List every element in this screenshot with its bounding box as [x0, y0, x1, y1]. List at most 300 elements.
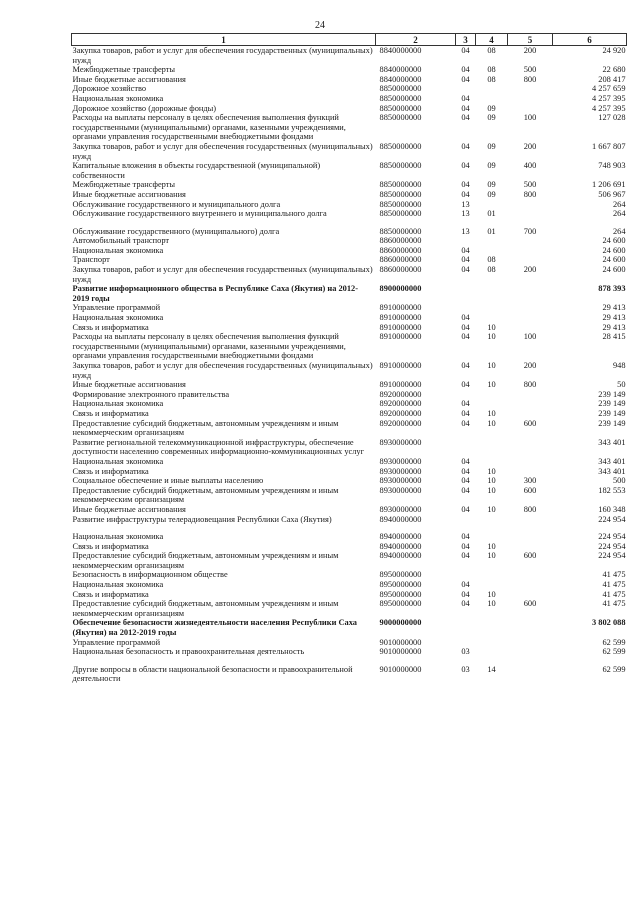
row-code-cell: 8920000000: [379, 418, 422, 428]
row-section-cell: 04: [461, 46, 470, 55]
row-section-cell: 04: [461, 141, 470, 151]
row-code-cell: 8850000000: [379, 189, 422, 199]
row-name-cell: Иные бюджетные ассигнования: [72, 74, 186, 84]
row-code-cell: 8910000000: [379, 322, 422, 332]
row-subsection-cell: 10: [487, 418, 496, 428]
row-subsection-cell: 09: [487, 180, 496, 190]
row-code-cell: 8950000000: [379, 589, 422, 599]
row-code-cell: 8840000000: [379, 74, 422, 84]
row-subsection-cell: [476, 84, 508, 94]
row-subsection-cell: 08: [487, 46, 496, 55]
header-col-4: 4: [476, 34, 508, 46]
row-sum-cell: 50: [617, 380, 626, 390]
table-row: [72, 476, 627, 486]
row-section-cell: 04: [461, 180, 470, 190]
table-row: [72, 190, 627, 200]
table-row: [72, 419, 627, 438]
row-expense-type-cell: [508, 200, 553, 210]
row-subsection-cell: 08: [487, 255, 496, 265]
row-subsection-cell: 10: [487, 485, 496, 495]
header-col-1: 1: [72, 34, 376, 46]
row-code-cell: 8840000000: [379, 65, 422, 75]
row-expense-type-cell: 100: [523, 113, 537, 123]
row-code-cell: 8850000000: [379, 180, 422, 190]
row-name-cell: Закупка товаров, работ и услуг для обеспечения государственных (муниципальных) нужд: [72, 141, 373, 161]
row-subsection-cell: 10: [487, 589, 496, 599]
row-name-cell: Межбюджетные трансферты: [72, 180, 176, 190]
row-section-cell: 04: [461, 332, 470, 342]
row-expense-type-cell: [508, 284, 553, 303]
row-section-cell: 04: [461, 361, 470, 370]
row-section-cell: 04: [461, 65, 470, 75]
row-name-cell: Национальная экономика: [72, 399, 164, 409]
row-section-cell: 13: [461, 226, 470, 236]
table-row: [72, 303, 627, 313]
header-col-3: 3: [456, 34, 476, 46]
row-subsection-cell: [476, 303, 508, 313]
row-expense-type-cell: 400: [523, 161, 537, 171]
row-sum-cell: 62 599: [602, 637, 626, 647]
table-row: [72, 265, 627, 284]
row-sum-cell: 208 417: [598, 74, 626, 84]
row-code-cell: 8850000000: [379, 209, 422, 219]
row-expense-type-cell: 600: [523, 485, 537, 495]
row-subsection-cell: 10: [487, 322, 496, 332]
row-name-cell: Закупка товаров, работ и услуг для обеспечения государственных (муниципальных) нужд: [72, 265, 373, 284]
row-section-cell: 04: [461, 599, 470, 609]
row-sum-cell: 3 802 088: [592, 618, 626, 628]
row-expense-type-cell: [508, 94, 553, 104]
row-section-cell: 04: [461, 466, 470, 476]
row-code-cell: 8930000000: [379, 466, 422, 476]
row-name-cell: Обеспечение безопасности жизнедеятельности населения Республики Саха (Якутия) на 2012-2019 годы: [72, 618, 357, 638]
row-section-cell: 04: [461, 113, 470, 123]
table-row: [72, 438, 627, 457]
row-code-cell: 9010000000: [379, 664, 422, 674]
row-expense-type-cell: 600: [523, 551, 537, 561]
row-subsection-cell: [476, 618, 508, 637]
row-name-cell: Управление программой: [72, 303, 161, 313]
row-subsection-cell: 10: [487, 466, 496, 476]
row-expense-type-cell: 200: [523, 46, 537, 55]
row-expense-type-cell: [508, 84, 553, 94]
row-expense-type-cell: [508, 515, 553, 525]
row-code-cell: 8930000000: [379, 456, 422, 466]
row-name-cell: Национальная экономика: [72, 456, 164, 466]
row-sum-cell: 239 149: [598, 418, 626, 428]
row-code-cell: 8950000000: [379, 570, 422, 580]
table-row: [72, 113, 627, 142]
row-subsection-cell: [476, 200, 508, 210]
row-name-cell: Формирование электронного правительства: [72, 389, 230, 399]
row-section-cell: 04: [461, 541, 470, 551]
row-code-cell: 8920000000: [379, 399, 422, 409]
row-name-cell: Закупка товаров, работ и услуг для обеспечения государственных (муниципальных) нужд: [72, 361, 373, 380]
row-code-cell: 8920000000: [379, 389, 422, 399]
row-section-cell: 04: [461, 313, 470, 323]
row-name-cell: Транспорт: [72, 255, 110, 265]
row-name-cell: Национальная экономика: [72, 245, 164, 255]
row-name-cell: Обслуживание государственного и муниципального долга: [72, 199, 281, 209]
row-sum-cell: 239 149: [598, 389, 626, 399]
row-subsection-cell: 10: [487, 599, 496, 609]
row-name-cell: Иные бюджетные ассигнования: [72, 380, 186, 390]
row-sum-cell: 4 257 395: [592, 93, 626, 103]
row-code-cell: 8910000000: [379, 332, 422, 342]
row-section-cell: 04: [461, 589, 470, 599]
row-code-cell: 8910000000: [379, 361, 422, 370]
row-section-cell: [456, 515, 476, 525]
row-subsection-cell: [476, 284, 508, 303]
row-expense-type-cell: [508, 570, 553, 580]
row-code-cell: 8850000000: [379, 141, 422, 151]
row-expense-type-cell: 500: [523, 180, 537, 190]
row-expense-type-cell: 200: [523, 361, 537, 370]
row-sum-cell: 224 954: [598, 541, 626, 551]
row-name-cell: Связь и информатика: [72, 589, 149, 599]
table-row: [72, 515, 627, 525]
row-code-cell: 8940000000: [379, 514, 422, 524]
row-sum-cell: 29 413: [602, 313, 626, 323]
row-name-cell: Связь и информатика: [72, 541, 149, 551]
row-name-cell: Национальная экономика: [72, 93, 164, 103]
row-code-cell: 8930000000: [379, 476, 422, 486]
row-section-cell: 04: [461, 74, 470, 84]
row-section-cell: [456, 236, 476, 246]
row-code-cell: 8850000000: [379, 199, 422, 209]
row-expense-type-cell: [508, 638, 553, 648]
row-code-cell: 8930000000: [379, 485, 422, 495]
row-code-cell: 8930000000: [379, 437, 422, 447]
table-row: [72, 361, 627, 380]
row-name-cell: Иные бюджетные ассигнования: [72, 189, 186, 199]
row-expense-type-cell: 800: [523, 189, 537, 199]
row-name-cell: Развитие инфраструктуры телерадиовещания Республики Саха (Якутия): [72, 514, 332, 524]
row-subsection-cell: 09: [487, 141, 496, 151]
row-subsection-cell: 10: [487, 332, 496, 342]
row-subsection-cell: [476, 570, 508, 580]
row-code-cell: 8940000000: [379, 551, 422, 561]
row-sum-cell: 182 553: [598, 485, 626, 495]
row-sum-cell: 948: [612, 361, 626, 370]
row-name-cell: Дорожное хозяйство (дорожные фонды): [72, 103, 217, 113]
table-row: [72, 94, 627, 104]
row-subsection-cell: [476, 94, 508, 104]
row-sum-cell: 127 028: [598, 113, 626, 123]
row-expense-type-cell: 800: [523, 74, 537, 84]
row-code-cell: 8850000000: [379, 226, 422, 236]
row-name-cell: Национальная экономика: [72, 313, 164, 323]
header-col-6: 6: [553, 34, 627, 46]
row-sum-cell: 41 475: [602, 570, 626, 580]
row-expense-type-cell: 600: [523, 418, 537, 428]
table-row: [72, 323, 627, 333]
row-expense-type-cell: 100: [523, 332, 537, 342]
table-row: [72, 570, 627, 580]
row-subsection-cell: 10: [487, 541, 496, 551]
row-subsection-cell: 08: [487, 65, 496, 75]
table-row: [72, 638, 627, 648]
row-subsection-cell: 14: [487, 664, 496, 674]
row-section-cell: 04: [461, 255, 470, 265]
row-name-cell: Безопасность в информационном обществе: [72, 570, 228, 580]
row-sum-cell: 264: [612, 199, 626, 209]
row-expense-type-cell: 800: [523, 380, 537, 390]
row-subsection-cell: [476, 524, 508, 542]
row-sum-cell: 1 206 691: [592, 180, 626, 190]
row-name-cell: Обслуживание государственного (муниципального) долга: [72, 226, 280, 236]
row-section-cell: 04: [461, 380, 470, 390]
row-sum-cell: 4 257 395: [592, 103, 626, 113]
row-section-cell: 04: [461, 103, 470, 113]
row-sum-cell: 500: [612, 476, 626, 486]
row-sum-cell: 29 413: [602, 303, 626, 313]
row-name-cell: Связь и информатика: [72, 408, 149, 418]
row-sum-cell: 748 903: [598, 161, 626, 171]
table-row: [72, 161, 627, 180]
table-row: [72, 390, 627, 400]
row-section-cell: 04: [461, 504, 470, 514]
row-subsection-cell: 09: [487, 103, 496, 113]
row-expense-type-cell: [508, 399, 553, 409]
row-code-cell: 8860000000: [379, 245, 422, 255]
table-row: [72, 313, 627, 323]
row-subsection-cell: [476, 438, 508, 457]
row-section-cell: [456, 84, 476, 94]
table-row: [72, 409, 627, 419]
row-expense-type-cell: [508, 580, 553, 590]
row-name-cell: Закупка товаров, работ и услуг для обеспечения государственных (муниципальных) нужд: [72, 46, 373, 65]
row-code-cell: 9000000000: [379, 618, 422, 628]
row-section-cell: 04: [461, 532, 470, 542]
row-sum-cell: 24 600: [602, 245, 626, 255]
row-subsection-cell: [476, 236, 508, 246]
row-expense-type-cell: [508, 246, 553, 256]
row-code-cell: 8940000000: [379, 541, 422, 551]
table-row: [72, 599, 627, 618]
row-section-cell: 04: [461, 93, 470, 103]
row-subsection-cell: [476, 457, 508, 467]
row-section-cell: [456, 638, 476, 648]
row-sum-cell: 878 393: [598, 284, 626, 294]
row-expense-type-cell: 300: [523, 476, 537, 486]
row-code-cell: 8850000000: [379, 93, 422, 103]
row-expense-type-cell: 800: [523, 504, 537, 514]
row-name-cell: Социальное обеспечение и иные выплаты населению: [72, 476, 264, 486]
row-subsection-cell: 10: [487, 504, 496, 514]
table-row: [72, 46, 627, 66]
row-subsection-cell: 09: [487, 189, 496, 199]
row-code-cell: 8860000000: [379, 265, 422, 275]
table-row: [72, 399, 627, 409]
row-name-cell: Расходы на выплаты персоналу в целях обеспечения выполнения функций государственными (муниципальными) органами, казенными учреждениями, органами управления государственными внебюджетными фондами: [72, 113, 346, 142]
row-name-cell: Обслуживание государственного внутреннего и муниципального долга: [72, 209, 327, 219]
table-body: [72, 46, 627, 685]
row-expense-type-cell: [508, 542, 553, 552]
row-subsection-cell: 10: [487, 361, 496, 370]
row-section-cell: [456, 570, 476, 580]
header-col-5: 5: [508, 34, 553, 46]
table-row: [72, 551, 627, 570]
row-name-cell: Автомобильный транспорт: [72, 236, 170, 246]
table-row: [72, 467, 627, 477]
row-sum-cell: 239 149: [598, 408, 626, 418]
row-code-cell: 8910000000: [379, 380, 422, 390]
row-subsection-cell: [476, 515, 508, 525]
row-name-cell: Расходы на выплаты персоналу в целях обеспечения выполнения функций государственными (муниципальными) органами, казенными учреждениями, органами управления государственными внебюджетными фондами: [72, 332, 346, 361]
row-expense-type-cell: 500: [523, 65, 537, 75]
row-sum-cell: 343 401: [598, 437, 626, 447]
table-row: [72, 246, 627, 256]
row-code-cell: 8900000000: [379, 284, 422, 294]
table-row: [72, 180, 627, 190]
row-code-cell: 9010000000: [379, 637, 422, 647]
row-subsection-cell: 10: [487, 551, 496, 561]
row-section-cell: 04: [461, 189, 470, 199]
row-code-cell: 9010000000: [379, 647, 422, 657]
row-expense-type-cell: [508, 457, 553, 467]
row-code-cell: 8850000000: [379, 103, 422, 113]
row-expense-type-cell: [508, 209, 553, 219]
table-row: [72, 486, 627, 505]
row-expense-type-cell: [508, 390, 553, 400]
table-row: [72, 542, 627, 552]
row-section-cell: 04: [461, 580, 470, 590]
row-subsection-cell: [476, 647, 508, 657]
table-row: [72, 65, 627, 75]
row-section-cell: 04: [461, 245, 470, 255]
row-name-cell: Межбюджетные трансферты: [72, 65, 176, 75]
row-section-cell: [456, 303, 476, 313]
row-code-cell: 8860000000: [379, 255, 422, 265]
row-expense-type-cell: 700: [523, 226, 537, 236]
row-section-cell: 04: [461, 551, 470, 561]
row-expense-type-cell: [508, 409, 553, 419]
row-name-cell: Иные бюджетные ассигнования: [72, 504, 186, 514]
row-section-cell: 04: [461, 476, 470, 486]
row-sum-cell: 28 415: [602, 332, 626, 342]
row-sum-cell: 24 600: [602, 255, 626, 265]
row-subsection-cell: [476, 390, 508, 400]
row-section-cell: 04: [461, 456, 470, 466]
row-expense-type-cell: 200: [523, 265, 537, 275]
row-section-cell: 04: [461, 485, 470, 495]
table-header-row: [72, 34, 627, 46]
row-code-cell: 8850000000: [379, 84, 422, 94]
row-expense-type-cell: [508, 467, 553, 477]
row-subsection-cell: 09: [487, 113, 496, 123]
table-row: [72, 505, 627, 515]
row-subsection-cell: [476, 399, 508, 409]
table-row: [72, 104, 627, 114]
row-name-cell: Предоставление субсидий бюджетным, автономным учреждениям и иным некоммерческим организациям: [72, 599, 339, 618]
row-code-cell: 8950000000: [379, 599, 422, 609]
row-sum-cell: 4 257 659: [592, 84, 626, 94]
row-subsection-cell: 10: [487, 380, 496, 390]
row-name-cell: Предоставление субсидий бюджетным, автономным учреждениям и иным некоммерческим организациям: [72, 551, 339, 570]
row-section-cell: 04: [461, 399, 470, 409]
row-subsection-cell: 10: [487, 408, 496, 418]
row-subsection-cell: 08: [487, 265, 496, 275]
row-sum-cell: 160 348: [598, 504, 626, 514]
row-expense-type-cell: [508, 590, 553, 600]
table-row: [72, 209, 627, 219]
row-section-cell: [456, 284, 476, 303]
row-expense-type-cell: [508, 618, 553, 637]
row-subsection-cell: [476, 638, 508, 648]
table-row: [72, 284, 627, 303]
table-row: [72, 236, 627, 246]
row-name-cell: Национальная экономика: [72, 580, 164, 590]
row-sum-cell: 62 599: [602, 664, 626, 674]
header-col-2: 2: [376, 34, 456, 46]
row-section-cell: 04: [461, 418, 470, 428]
row-expense-type-cell: 600: [523, 599, 537, 609]
row-name-cell: Развитие информационного общества в Республике Саха (Якутия) на 2012-2019 годы: [72, 284, 359, 303]
row-code-cell: 8930000000: [379, 504, 422, 514]
row-sum-cell: 343 401: [598, 456, 626, 466]
row-code-cell: 8910000000: [379, 303, 422, 313]
row-expense-type-cell: [508, 647, 553, 657]
row-code-cell: 8850000000: [379, 161, 422, 171]
row-name-cell: Другие вопросы в области национальной безопасности и правоохранительной деятельности: [72, 664, 353, 684]
row-subsection-cell: [476, 246, 508, 256]
row-name-cell: Развитие региональной телекоммуникационной инфраструктуры, обеспечение доступности населению современных информационно-коммуникационных услуг: [72, 437, 365, 457]
table-row: [72, 255, 627, 265]
row-section-cell: 04: [461, 322, 470, 332]
row-name-cell: Капитальные вложения в объекты государственной (муниципальной) собственности: [72, 161, 321, 180]
row-subsection-cell: 01: [487, 209, 496, 219]
table-row: [72, 84, 627, 94]
row-sum-cell: 62 599: [602, 647, 626, 657]
row-section-cell: 04: [461, 161, 470, 171]
table-row: [72, 524, 627, 542]
row-sum-cell: 24 920: [602, 46, 626, 55]
table-row: [72, 590, 627, 600]
budget-table: [71, 33, 627, 684]
row-code-cell: 8860000000: [379, 236, 422, 246]
row-sum-cell: 239 149: [598, 399, 626, 409]
row-section-cell: 03: [461, 647, 470, 657]
row-expense-type-cell: [508, 236, 553, 246]
row-subsection-cell: 08: [487, 74, 496, 84]
page-number: 24: [315, 20, 325, 31]
row-code-cell: 8950000000: [379, 580, 422, 590]
row-subsection-cell: 01: [487, 226, 496, 236]
row-sum-cell: 24 600: [602, 265, 626, 275]
row-expense-type-cell: [508, 524, 553, 542]
row-expense-type-cell: [508, 313, 553, 323]
row-section-cell: 13: [461, 209, 470, 219]
row-section-cell: [456, 390, 476, 400]
row-name-cell: Национальная безопасность и правоохранительная деятельность: [72, 647, 305, 657]
row-section-cell: [456, 438, 476, 457]
row-expense-type-cell: [508, 255, 553, 265]
row-code-cell: 8920000000: [379, 408, 422, 418]
row-expense-type-cell: [508, 323, 553, 333]
row-code-cell: 8910000000: [379, 313, 422, 323]
row-sum-cell: 264: [612, 226, 626, 236]
row-sum-cell: 506 967: [598, 189, 626, 199]
row-section-cell: [456, 618, 476, 637]
row-name-cell: Связь и информатика: [72, 466, 149, 476]
row-sum-cell: 41 475: [602, 580, 626, 590]
table-row: [72, 457, 627, 467]
table-row: [72, 618, 627, 637]
row-subsection-cell: 10: [487, 476, 496, 486]
table-row: [72, 657, 627, 684]
row-section-cell: 03: [461, 664, 470, 674]
